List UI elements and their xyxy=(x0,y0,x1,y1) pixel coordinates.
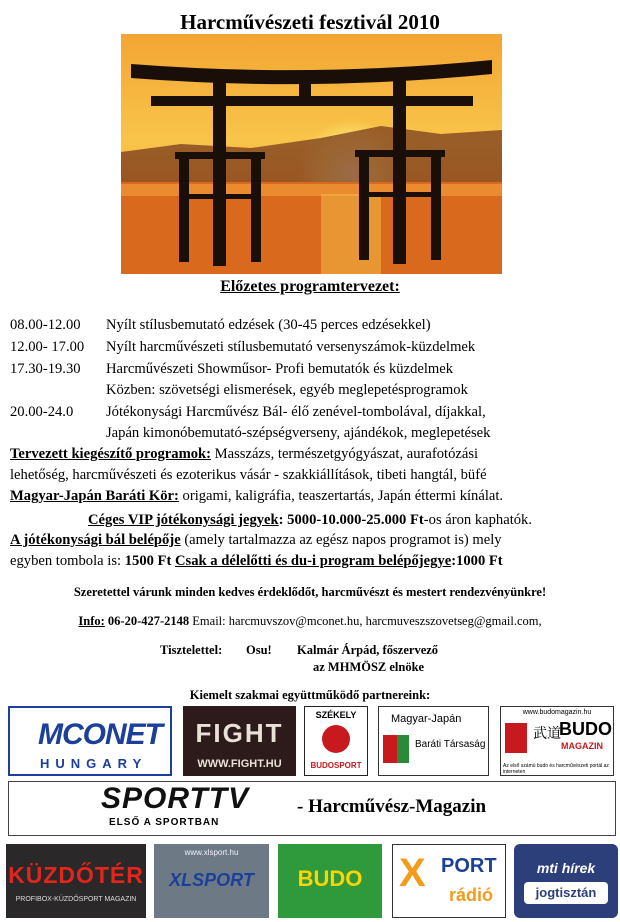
partners-heading: Kiemelt szakmai együttműködő partnereink: xyxy=(189,688,431,702)
japanese-club-label: Magyar-Japán Baráti Kör: xyxy=(10,488,179,504)
signature-greeting: Tisztelettel: xyxy=(160,643,223,657)
ball-entry xyxy=(10,532,502,549)
schedule-text: Nyílt stílusbemutató edzések (30-45 perces edzésekkel) xyxy=(106,317,431,333)
sporttv-logo-text: SPORTTV xyxy=(101,782,250,815)
xlsport-logo-url: www.xlsport.hu xyxy=(184,848,239,857)
budo-logo-sub: MAGAZIN xyxy=(561,741,603,751)
extra-programs-text: lehetőség, harcművészeti és ezoterikus vásár - szakkiállítások, tibeti hangtál, büfé xyxy=(10,467,487,483)
mti-hirek-logo xyxy=(514,844,618,918)
budo-logo-text: BUDO xyxy=(559,719,612,739)
page-title: Harcművészeti fesztivál 2010 xyxy=(180,10,440,34)
budo-logo-tagline: Az első számú budo és harcművészeti portál az interneten xyxy=(503,763,609,775)
schedule-row xyxy=(10,404,486,421)
vip-price: 5000-10.000-25.000 Ft xyxy=(283,512,424,528)
fight-logo-text: FIGHT xyxy=(195,718,284,748)
schedule-text: Harcművészeti Showműsor- Profi bemutatók és küzdelmek xyxy=(106,361,454,377)
signature-osu: Osu! xyxy=(246,643,272,657)
day-ticket-price: :1000 Ft xyxy=(451,553,503,569)
schedule-row xyxy=(10,317,431,334)
schedule-time: 12.00- 17.00 xyxy=(10,339,85,355)
japanese-club-text: origami, kaligráfia, teaszertartás, Japán éttermi kínálat. xyxy=(178,488,504,504)
fight-logo xyxy=(183,706,296,776)
ball-text: egyben tombola is: xyxy=(10,553,125,569)
schedule-row-continued xyxy=(10,382,468,399)
szekely-logo-top: SZÉKELY xyxy=(315,710,357,720)
budo-logo-url: www.budomagazin.hu xyxy=(522,709,592,716)
budo-magazin-logo xyxy=(500,706,614,776)
vip-colon: : xyxy=(278,512,284,528)
budo-green-logo-text: BUDO xyxy=(297,866,363,891)
schedule-row xyxy=(10,339,475,356)
signature-role: az MHMÖSZ elnöke xyxy=(313,660,425,674)
budo-logo-kanji: 武道 xyxy=(533,727,561,742)
xsport-logo-sub: rádió xyxy=(449,885,494,905)
schedule-text: Japán kimonóbemutató-szépségverseny, ajándékok, meglepetések xyxy=(106,425,491,441)
ball-price: 1500 Ft xyxy=(124,553,172,569)
signature-name: Kalmár Árpád, főszervező xyxy=(297,643,439,657)
xlsport-logo xyxy=(154,844,269,918)
sporttv-banner xyxy=(8,781,616,836)
contact-info xyxy=(0,614,620,629)
extra-programs-label: Tervezett kiegészítő programok: xyxy=(10,446,212,462)
phone-number: 06-20-427-2148 xyxy=(104,614,190,628)
xsport-radio-logo: X PORT rádió xyxy=(392,844,506,918)
info-label: Info: xyxy=(78,614,105,628)
extra-programs-text: Masszázs, természetgyógyászat, aurafotózási xyxy=(211,446,479,462)
xlsport-logo-text: XLSPORT xyxy=(169,870,254,890)
mj-logo-line2: Baráti Társaság xyxy=(415,739,486,750)
kuzdoter-logo-text: KÜZDŐTÉR xyxy=(8,862,144,888)
fight-logo-url: WWW.FIGHT.HU xyxy=(197,758,282,770)
schedule-row xyxy=(10,361,453,378)
ball-entry-continued xyxy=(10,553,503,570)
mconet-logo-text: MCONET xyxy=(38,718,162,751)
torii-sunset-image xyxy=(121,34,502,274)
magyar-japan-logo xyxy=(378,706,489,776)
vip-rest: -os áron kaphatók. xyxy=(423,512,532,528)
szekely-budosport-logo xyxy=(304,706,368,776)
mconet-logo xyxy=(8,706,172,776)
schedule-time: 17.30-19.30 xyxy=(10,361,81,377)
schedule-time: 20.00-24.0 xyxy=(10,404,74,420)
program-heading: Előzetes programtervezet: xyxy=(220,278,400,295)
kuzdoter-logo-sub: PROFIBOX-KÜZDŐSPORT MAGAZIN xyxy=(15,896,137,903)
kuzdoter-logo xyxy=(6,844,146,918)
mj-logo-line1: Magyar-Japán xyxy=(391,713,462,725)
email-addresses: Email: harcmuvszov@mconet.hu, harcmuveszszovetseg@gmail.com, xyxy=(189,614,542,628)
schedule-text: Nyílt harcművészeti stílusbemutató versenyszámok-küzdelmek xyxy=(106,339,476,355)
extra-programs-continued xyxy=(10,467,487,484)
mti-logo-line2: jogtisztán xyxy=(535,885,597,900)
welcome-text: Szeretettel várunk minden kedves érdeklődőt, harcművészt és mestert rendezvényünkre! xyxy=(73,585,547,599)
extra-programs xyxy=(10,446,478,463)
ball-label: A jótékonysági bál belépője xyxy=(10,532,181,548)
schedule-row-continued xyxy=(10,425,490,442)
vip-tickets xyxy=(0,512,620,529)
schedule-text: Közben: szövetségi elismerések, egyéb meglepetésprogramok xyxy=(106,382,468,398)
sporttv-logo-sub: ELSŐ A SPORTBAN xyxy=(109,817,220,828)
mconet-logo-sub: HUNGARY xyxy=(40,756,148,771)
mti-logo-line1: mti hírek xyxy=(536,860,596,876)
budo-green-logo xyxy=(278,844,382,918)
japanese-club xyxy=(10,488,503,505)
szekely-logo-bottom: BUDOSPORT xyxy=(310,761,362,770)
harcmuvesz-magazin-label: - Harcművész-Magazin xyxy=(297,796,487,817)
ball-text: (amely tartalmazza az egész napos programot is) mely xyxy=(180,532,502,548)
schedule-text: Jótékonysági Harcművész Bál- élő zenével-tombolával, díjakkal, xyxy=(106,404,486,420)
xsport-logo-text: PORT xyxy=(441,855,497,877)
day-ticket-label: Csak a délelőtti és du-i program belépőjegye xyxy=(175,553,452,569)
vip-label: Céges VIP jótékonysági jegyek xyxy=(88,512,279,528)
schedule-time: 08.00-12.00 xyxy=(10,317,81,333)
